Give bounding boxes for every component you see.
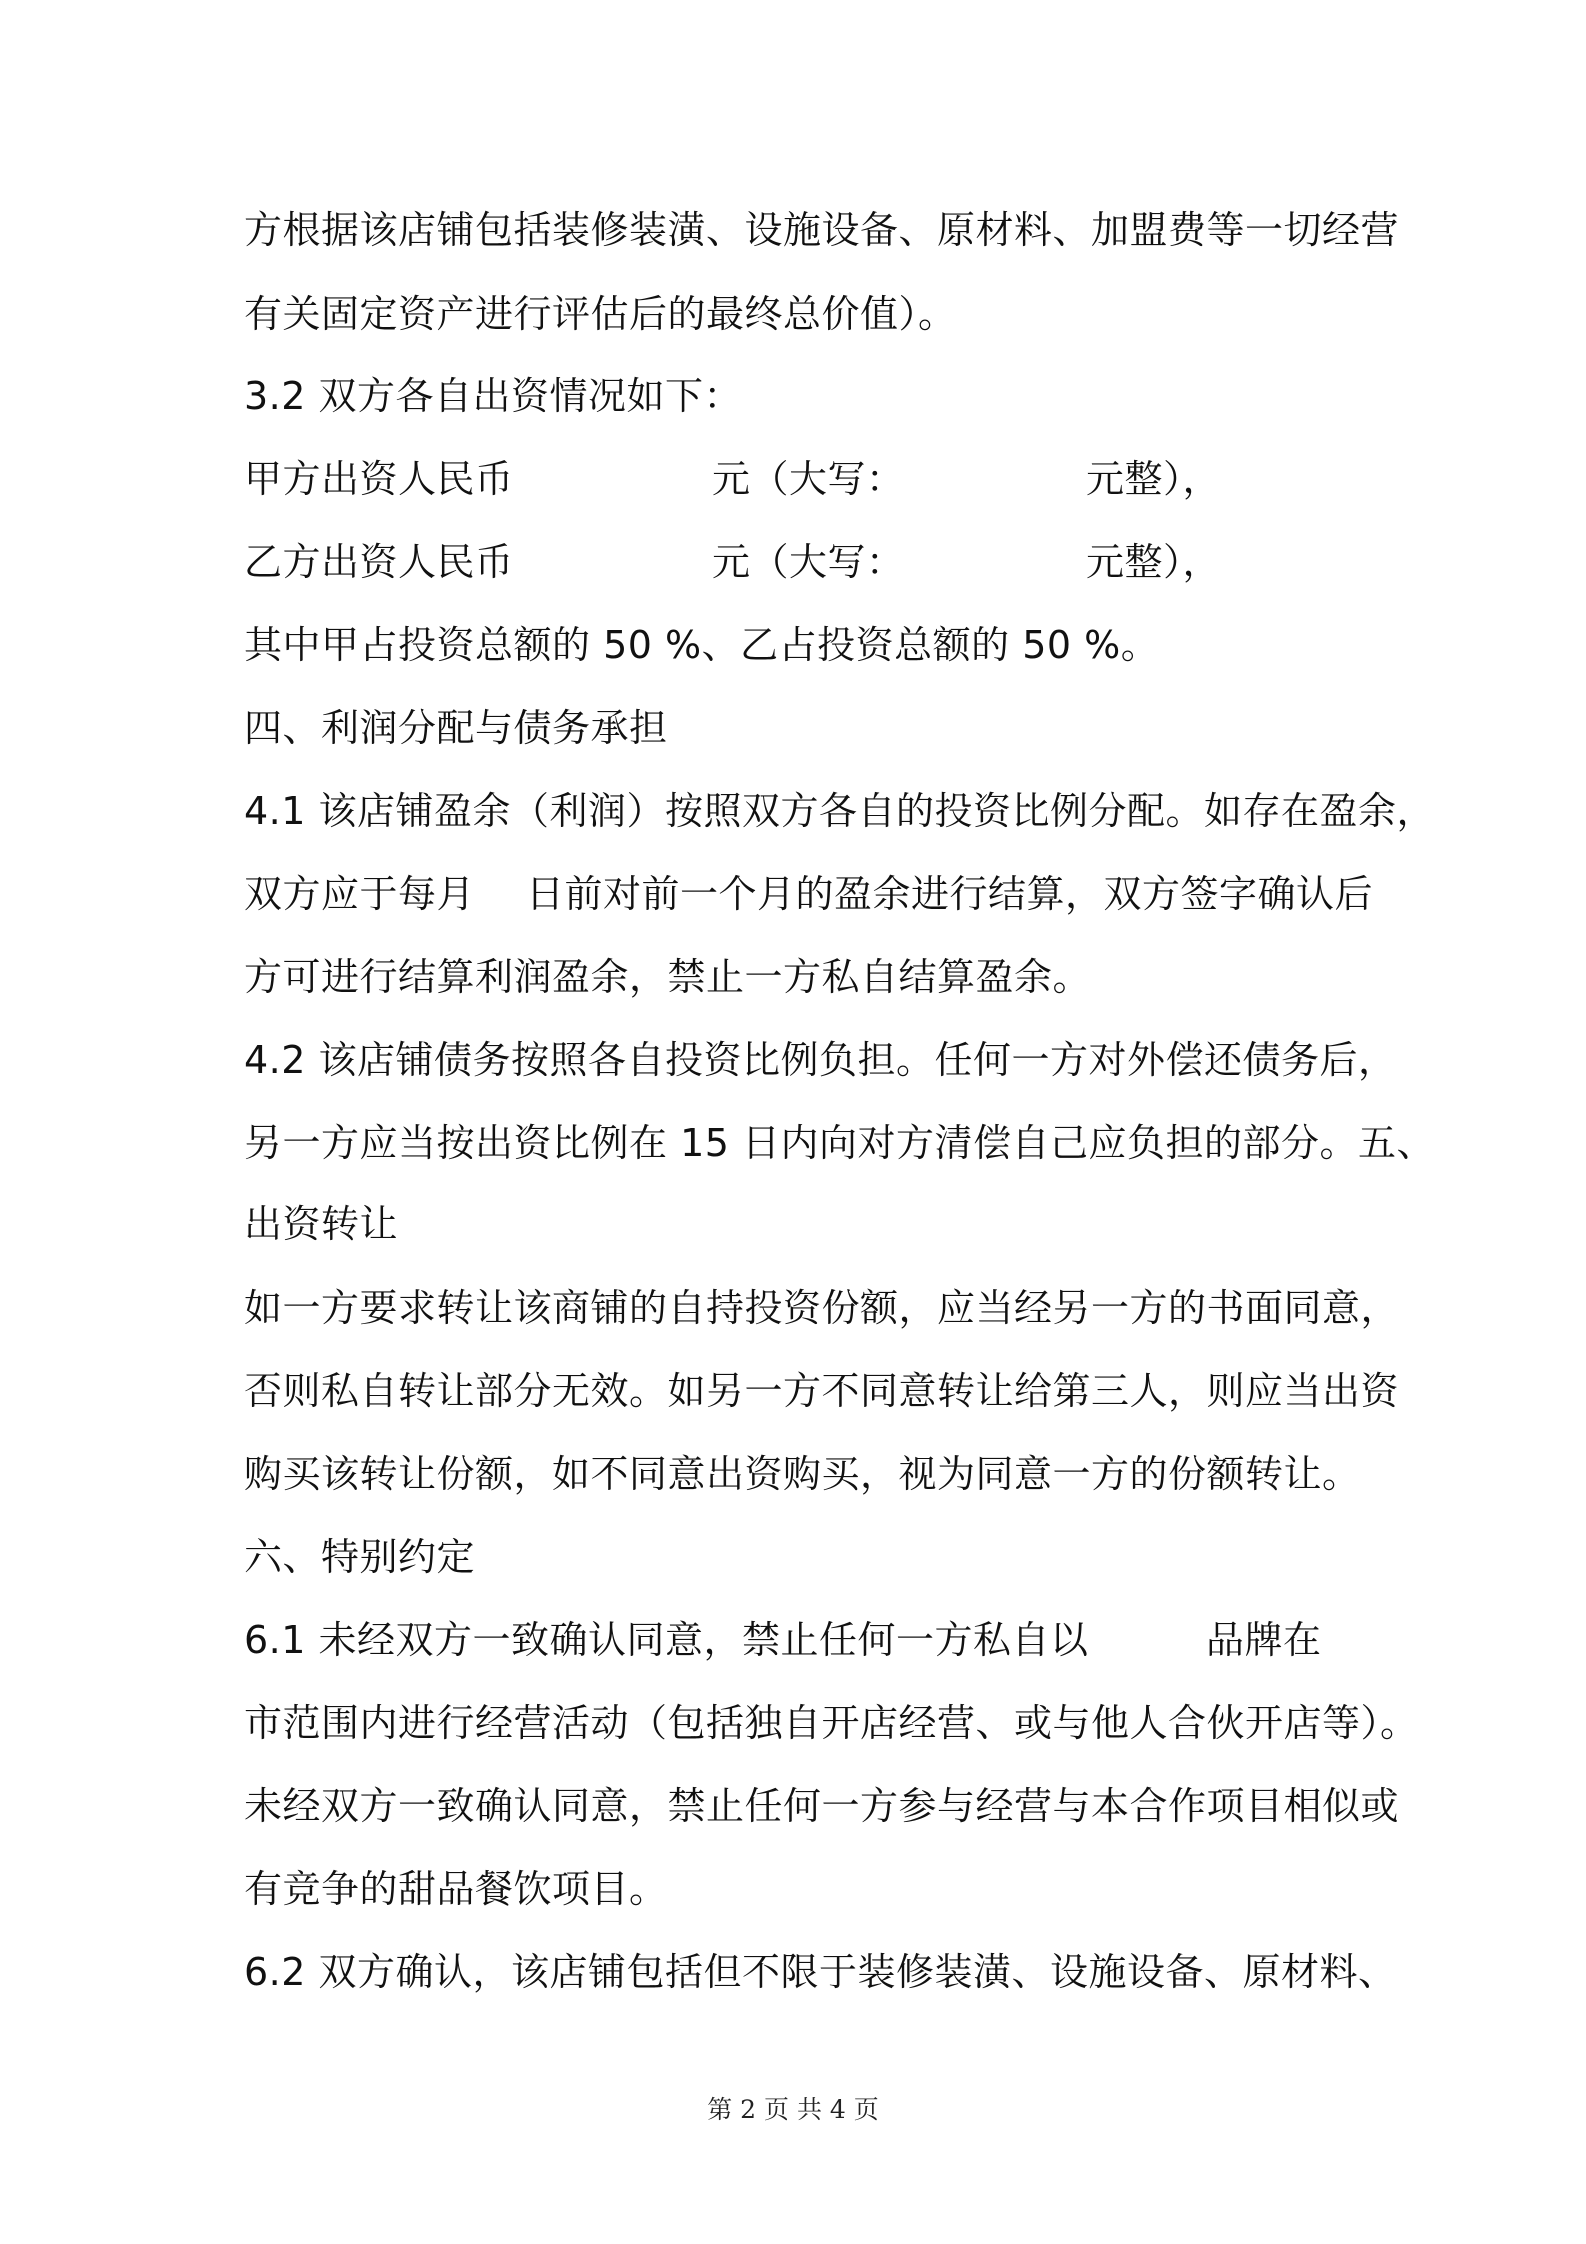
text-line: 有关固定资产进行评估后的最终总价值）。 xyxy=(244,292,957,336)
section-4-heading: 四、利润分配与债务承担 xyxy=(244,706,668,750)
investment-b-unit: 元（大写： xyxy=(712,540,905,584)
settlement-before: 双方应于每月 xyxy=(244,872,476,916)
investment-a-end: 元整）， xyxy=(1086,457,1222,501)
clause-6-1-row xyxy=(0,1616,1586,1664)
clause-4-2: 4.2 该店铺债务按照各自投资比例负担。任何一方对外偿还债务后， xyxy=(244,1038,1397,1082)
clause-6-2: 6.2 双方确认，该店铺包括但不限于装修装潢、设施设备、原材料、 xyxy=(244,1950,1397,1994)
page-number-footer: 第 2 页 共 4 页 xyxy=(707,2095,879,2124)
text-line: 另一方应当按出资比例在 15 日内向对方清偿自己应负担的部分。五、 xyxy=(244,1121,1436,1165)
text-line: 否则私自转让部分无效。如另一方不同意转让给第三人，则应当出资 xyxy=(244,1369,1400,1413)
text-line: 购买该转让份额，如不同意出资购买，视为同意一方的份额转让。 xyxy=(244,1452,1361,1496)
investment-b-end: 元整）， xyxy=(1086,540,1222,584)
investment-row-a xyxy=(0,455,1586,503)
clause-4-1: 4.1 该店铺盈余（利润）按照双方各自的投资比例分配。如存在盈余， xyxy=(244,789,1436,833)
text-line: 方可进行结算利润盈余，禁止一方私自结算盈余。 xyxy=(244,955,1092,999)
investment-row-b xyxy=(0,538,1586,586)
settlement-row xyxy=(0,870,1586,918)
settlement-after: 日前对前一个月的盈余进行结算，双方签字确认后 xyxy=(526,872,1374,916)
investment-b-label: 乙方出资人民币 xyxy=(244,540,514,584)
section-5-heading: 出资转让 xyxy=(244,1202,399,1246)
special-before: 6.1 未经双方一致确认同意，禁止任何一方私自以 xyxy=(244,1618,1089,1662)
investment-ratio: 其中甲占投资总额的 50 %、乙占投资总额的 50 %。 xyxy=(244,623,1160,667)
investment-a-label: 甲方出资人民币 xyxy=(244,457,514,501)
text-line: 方根据该店铺包括装修装潢、设施设备、原材料、加盟费等一切经营 xyxy=(244,208,1400,252)
clause-3-2-heading: 3.2 双方各自出资情况如下： xyxy=(244,374,743,418)
text-line: 未经双方一致确认同意，禁止任何一方参与经营与本合作项目相似或 xyxy=(244,1784,1400,1828)
text-line: 如一方要求转让该商铺的自持投资份额，应当经另一方的书面同意， xyxy=(244,1286,1400,1330)
text-line: 市范围内进行经营活动（包括独自开店经营、或与他人合伙开店等）。 xyxy=(244,1701,1419,1745)
section-6-heading: 六、特别约定 xyxy=(244,1535,476,1579)
special-after: 品牌在 xyxy=(1206,1618,1322,1662)
investment-a-unit: 元（大写： xyxy=(712,457,905,501)
text-line: 有竞争的甜品餐饮项目。 xyxy=(244,1867,668,1911)
